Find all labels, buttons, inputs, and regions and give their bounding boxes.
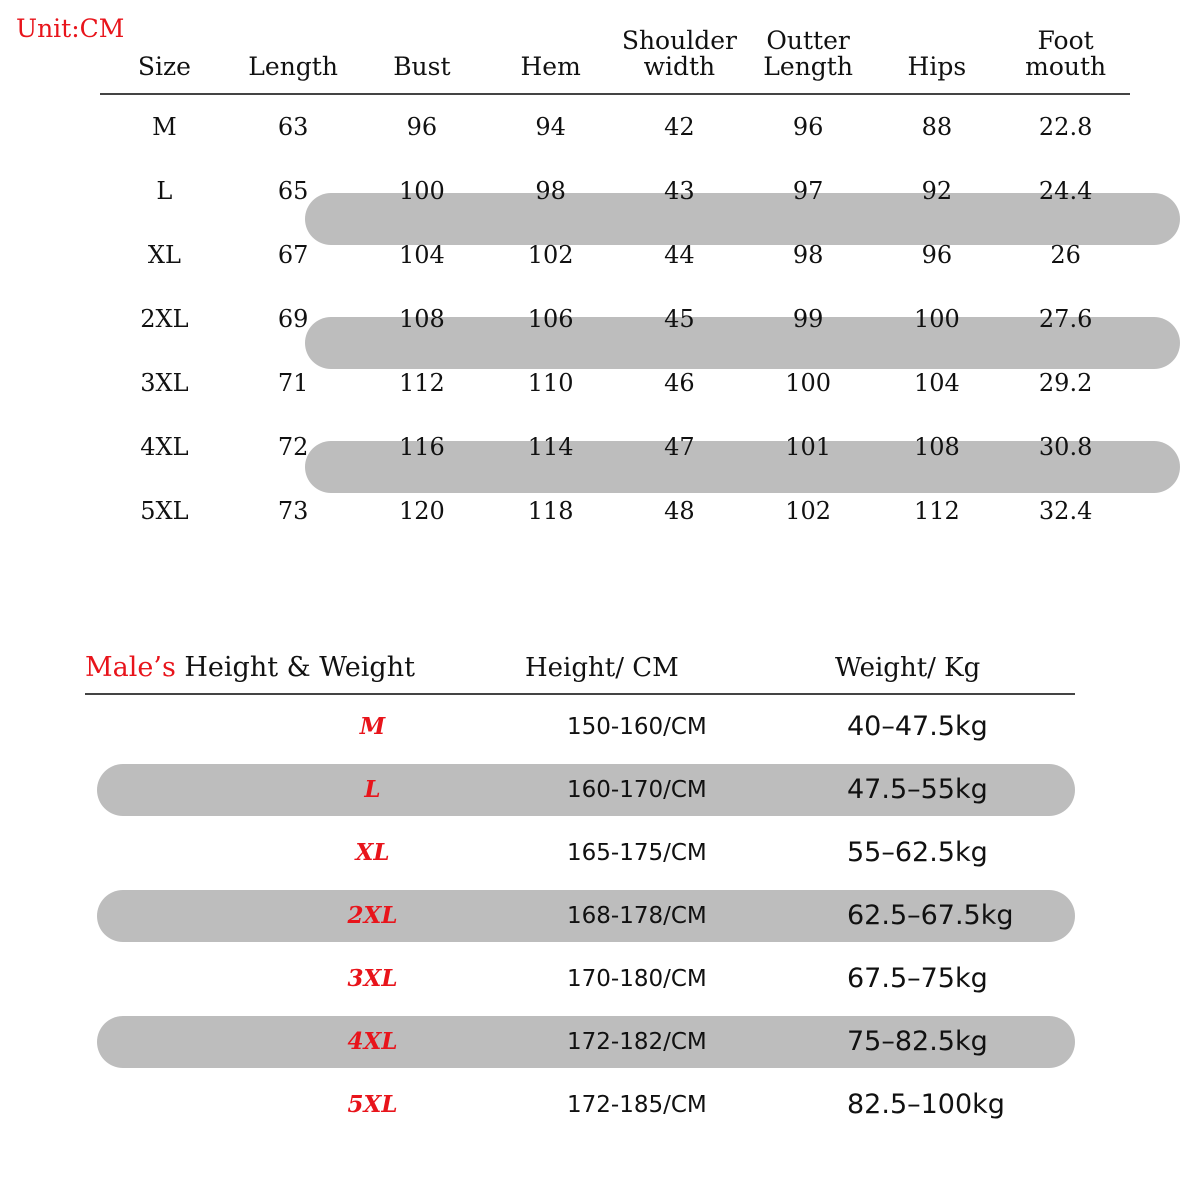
row-weight-value: 82.5–100kg	[847, 1089, 1005, 1120]
row-size-label: 2XL	[347, 902, 398, 929]
table-cell: 100	[913, 304, 960, 333]
row-height-value: 172-185/CM	[567, 1091, 707, 1118]
height-weight-title	[85, 652, 525, 683]
row-size-label: 4XL	[140, 432, 189, 461]
table-cell: 108	[398, 304, 445, 333]
table-cell: 104	[398, 240, 445, 269]
row-weight-value: 75–82.5kg	[847, 1026, 988, 1057]
size-chart-body	[100, 94, 1130, 543]
table-cell: 22.8	[1038, 112, 1093, 141]
table-cell: 96	[921, 240, 953, 269]
table-cell: 112	[913, 496, 960, 525]
table-row	[100, 223, 1130, 287]
table-cell: 99	[792, 304, 824, 333]
table-cell: 100	[398, 176, 445, 205]
size-chart-header-row	[100, 28, 1130, 94]
column-header-shoulder-width	[615, 28, 744, 94]
table-row	[100, 159, 1130, 223]
table-cell: 98	[792, 240, 824, 269]
table-cell: 47	[664, 432, 695, 461]
table-cell: 69	[277, 304, 309, 333]
row-size-label: 5XL	[140, 496, 189, 525]
table-cell: 29.2	[1038, 368, 1093, 397]
row-size-label: M	[152, 112, 177, 141]
row-weight-value: 55–62.5kg	[847, 837, 988, 868]
list-item	[85, 884, 1075, 947]
table-cell: 32.4	[1038, 496, 1093, 525]
table-cell: 24.4	[1038, 176, 1093, 205]
list-item	[85, 947, 1075, 1010]
column-header-outter-length-line2: Length	[763, 52, 853, 82]
size-chart-table	[100, 28, 1130, 543]
row-size-label: 3XL	[347, 965, 398, 992]
column-header-hem: Hem	[520, 52, 581, 82]
column-header-outter-length-line1: Outter	[766, 26, 850, 55]
table-row	[100, 351, 1130, 415]
row-size-label: 4XL	[347, 1028, 398, 1055]
row-height-value: 168-178/CM	[567, 902, 707, 929]
column-header-size: Size	[137, 52, 191, 82]
table-cell: 72	[277, 432, 309, 461]
table-cell: 104	[913, 368, 960, 397]
column-header-length: Length	[248, 52, 338, 82]
table-cell: 43	[664, 176, 695, 205]
row-size-label: XL	[147, 240, 181, 269]
table-cell: 65	[277, 176, 309, 205]
table-cell: 118	[527, 496, 574, 525]
height-weight-table	[85, 652, 1075, 1136]
row-size-label: 2XL	[140, 304, 189, 333]
table-cell: 63	[277, 112, 309, 141]
size-chart	[100, 28, 1130, 543]
table-cell: 26	[1050, 240, 1081, 269]
table-cell: 98	[535, 176, 566, 205]
row-height-value: 160-170/CM	[567, 776, 707, 803]
table-row	[100, 94, 1130, 159]
table-cell: 100	[785, 368, 832, 397]
table-cell: 112	[398, 368, 445, 397]
table-cell: 114	[527, 432, 574, 461]
table-cell: 67	[277, 240, 309, 269]
table-cell: 42	[664, 112, 695, 141]
row-weight-value: 40–47.5kg	[847, 711, 988, 742]
size-chart-header	[100, 28, 1130, 94]
list-item	[85, 758, 1075, 821]
column-header-hips: Hips	[907, 52, 967, 82]
height-weight-title-rest: Height & Weight	[175, 652, 415, 683]
height-weight-body	[85, 695, 1075, 1136]
table-cell: 106	[527, 304, 574, 333]
row-weight-value: 47.5–55kg	[847, 774, 988, 805]
row-size-label: XL	[355, 839, 390, 866]
table-cell: 108	[913, 432, 960, 461]
list-item	[85, 695, 1075, 758]
table-cell: 102	[527, 240, 574, 269]
table-cell: 48	[664, 496, 695, 525]
table-row	[100, 479, 1130, 543]
list-item	[85, 1073, 1075, 1136]
table-cell: 97	[792, 176, 824, 205]
row-height-value: 150-160/CM	[567, 713, 707, 740]
list-item	[85, 1010, 1075, 1073]
table-cell: 73	[277, 496, 309, 525]
column-header-weight: Weight/ Kg	[835, 653, 981, 683]
height-weight-header	[85, 652, 1075, 695]
row-height-value: 172-182/CM	[567, 1028, 707, 1055]
list-item	[85, 821, 1075, 884]
column-header-shoulder-width-line1: Shoulder	[621, 26, 737, 55]
unit-label: Unit:CM	[16, 14, 125, 43]
row-size-label: L	[156, 176, 173, 205]
table-cell: 30.8	[1038, 432, 1093, 461]
row-size-label: 5XL	[347, 1091, 398, 1118]
table-cell: 44	[664, 240, 695, 269]
table-cell: 45	[664, 304, 695, 333]
row-size-label: M	[359, 713, 386, 740]
table-cell: 101	[785, 432, 832, 461]
row-height-value: 165-175/CM	[567, 839, 707, 866]
column-header-height: Height/ CM	[525, 653, 679, 683]
table-cell: 110	[527, 368, 574, 397]
height-weight-title-red: Male’s	[85, 652, 176, 683]
table-cell: 46	[664, 368, 695, 397]
table-cell: 27.6	[1038, 304, 1093, 333]
table-cell: 116	[398, 432, 445, 461]
table-cell: 92	[921, 176, 953, 205]
row-size-label: L	[364, 776, 381, 803]
column-header-foot-mouth: Foot mouth	[1025, 26, 1107, 82]
row-size-label: 3XL	[140, 368, 189, 397]
table-cell: 96	[406, 112, 438, 141]
table-row	[100, 415, 1130, 479]
row-height-value: 170-180/CM	[567, 965, 707, 992]
table-cell: 88	[921, 112, 953, 141]
table-cell: 102	[785, 496, 832, 525]
row-weight-value: 67.5–75kg	[847, 963, 988, 994]
row-weight-value: 62.5–67.5kg	[847, 900, 1014, 931]
table-row	[100, 287, 1130, 351]
table-cell: 120	[398, 496, 445, 525]
column-header-bust: Bust	[393, 52, 451, 82]
table-cell: 71	[277, 368, 309, 397]
column-header-outter-length	[744, 28, 873, 94]
table-cell: 96	[792, 112, 824, 141]
column-header-shoulder-width-line2: width	[643, 52, 716, 82]
table-cell: 94	[535, 112, 566, 141]
